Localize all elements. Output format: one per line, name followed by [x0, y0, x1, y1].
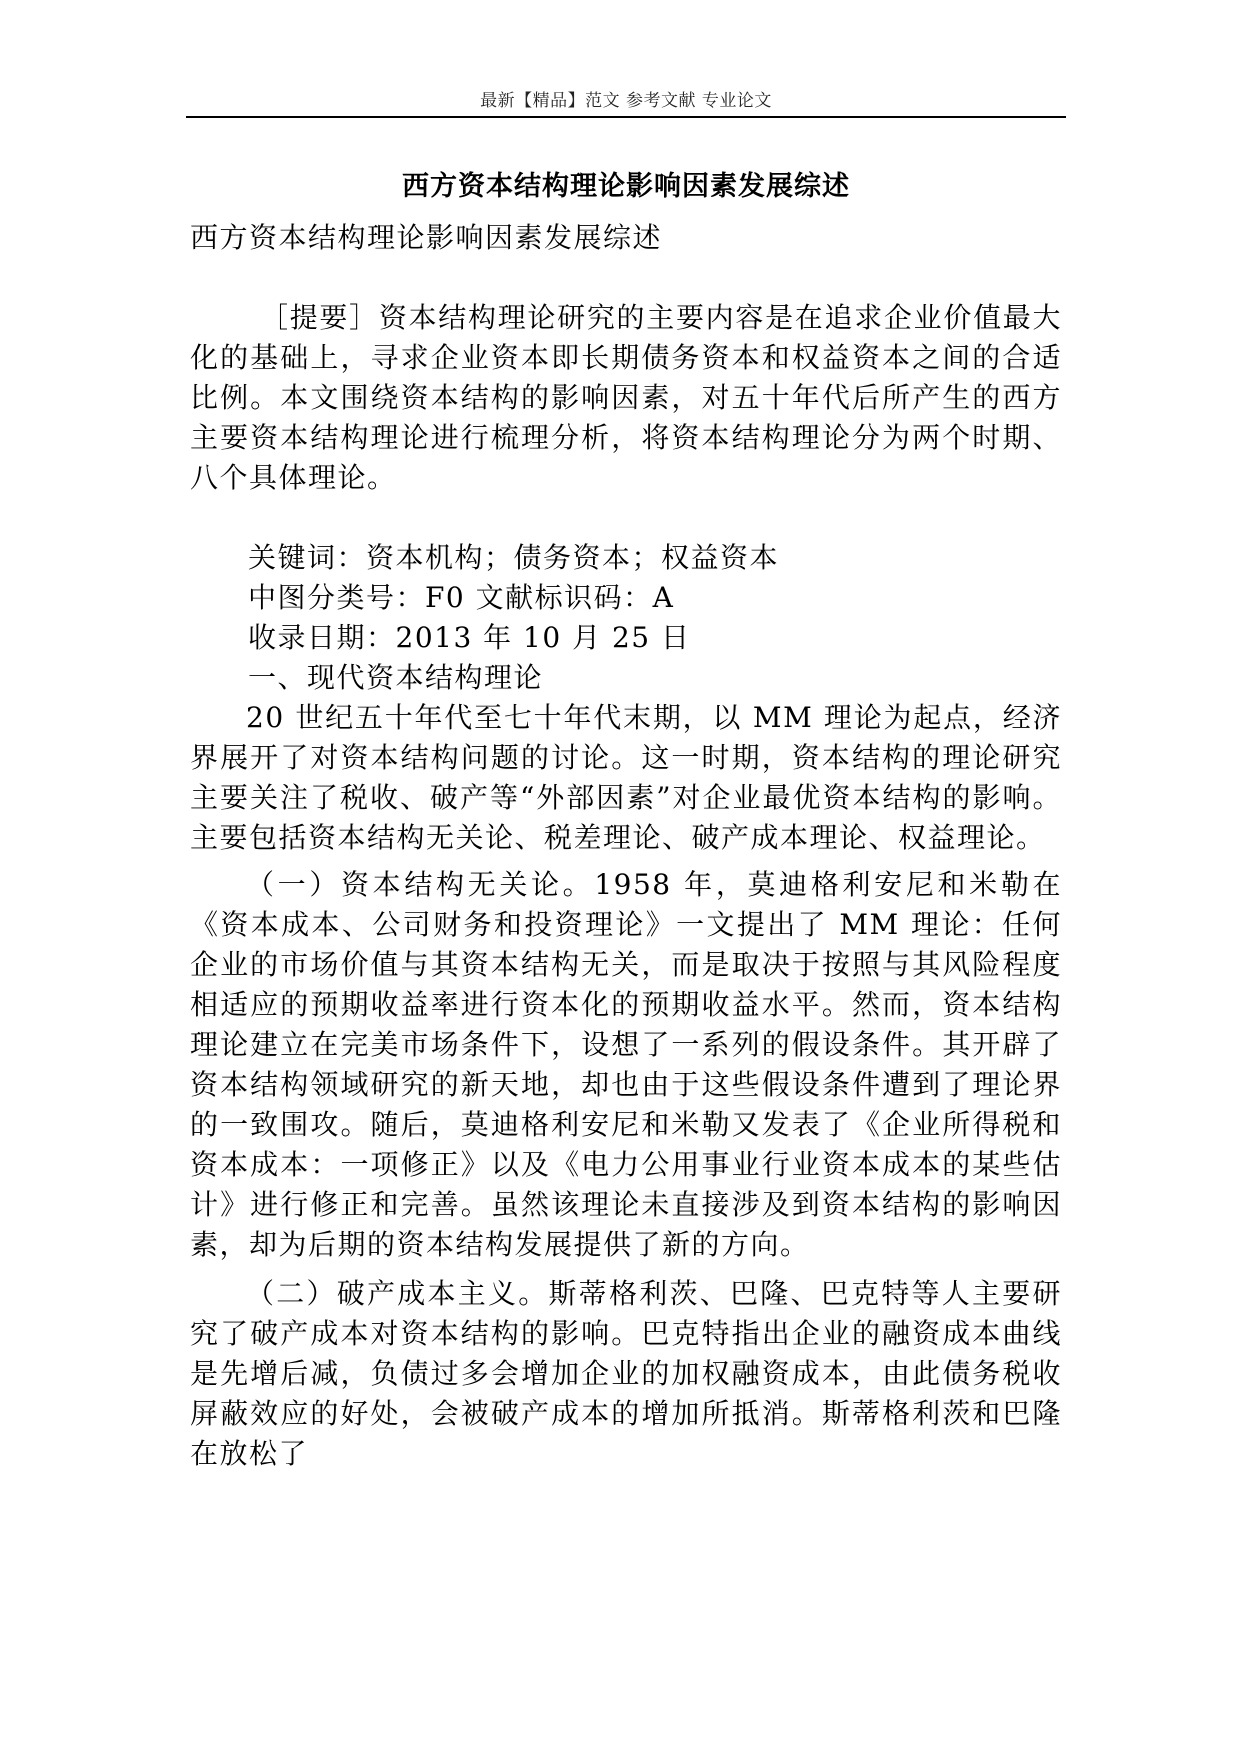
document-subtitle: 西方资本结构理论影响因素发展综述 — [190, 221, 663, 254]
abstract-paragraph: ［提要］资本结构理论研究的主要内容是在追求企业价值最大化的基础上，寻求企业资本即长期债务资本和权益资本之间的合适比例。本文围绕资本结构的影响因素，对五十年代后所产生的西方主要资本结构理论进行梳理分析，将资本结构理论分为两个时期、八个具体理论。 — [190, 301, 1062, 494]
classification-line: 中图分类号：F0 文献标识码：A — [248, 581, 675, 614]
subsection-paragraph-2: （二）破产成本主义。斯蒂格利茨、巴隆、巴克特等人主要研究了破产成本对资本结构的影响。巴克特指出企业的融资成本曲线是先增后减，负债过多会增加企业的加权融资成本，由此债务税收屏蔽效应的好处，会被破产成本的增加所抵消。斯蒂格利茨和巴隆在放松了 — [190, 1277, 1062, 1470]
section-heading: 一、现代资本结构理论 — [248, 661, 544, 694]
received-date-line: 收录日期：2013 年 10 月 25 日 — [248, 621, 691, 654]
document-title: 西方资本结构理论影响因素发展综述 — [402, 171, 850, 202]
header-divider — [186, 116, 1066, 118]
keywords-line: 关键词：资本机构；债务资本；权益资本 — [248, 541, 780, 574]
page-header: 最新【精品】范文 参考文献 专业论文 — [480, 91, 772, 111]
document-body — [190, 218, 1062, 1474]
section-intro-paragraph: 20 世纪五十年代至七十年代末期，以 MM 理论为起点，经济界展开了对资本结构问题的讨论。这一时期，资本结构的理论研究主要关注了税收、破产等“外部因素”对企业最优资本结构的影响。主要包括资本结构无关论、税差理论、破产成本理论、权益理论。 — [190, 701, 1062, 854]
subsection-paragraph-1: （一）资本结构无关论。1958 年，莫迪格利安尼和米勒在《资本成本、公司财务和投资理论》一文提出了 MM 理论：任何企业的市场价值与其资本结构无关，而是取决于按照与其风险程度相适应的预期收益率进行资本化的预期收益水平。然而，资本结构理论建立在完美市场条件下，设想了一系列的假设条件。其开辟了资本结构领域研究的新天地，却也由于这些假设条件遭到了理论界的一致围攻。随后，莫迪格利安尼和米勒又发表了《企业所得税和资本成本：一项修正》以及《电力公用事业行业资本成本的某些估计》进行修正和完善。虽然该理论未直接涉及到资本结构的影响因素，却为后期的资本结构发展提供了新的方向。 — [190, 868, 1062, 1261]
